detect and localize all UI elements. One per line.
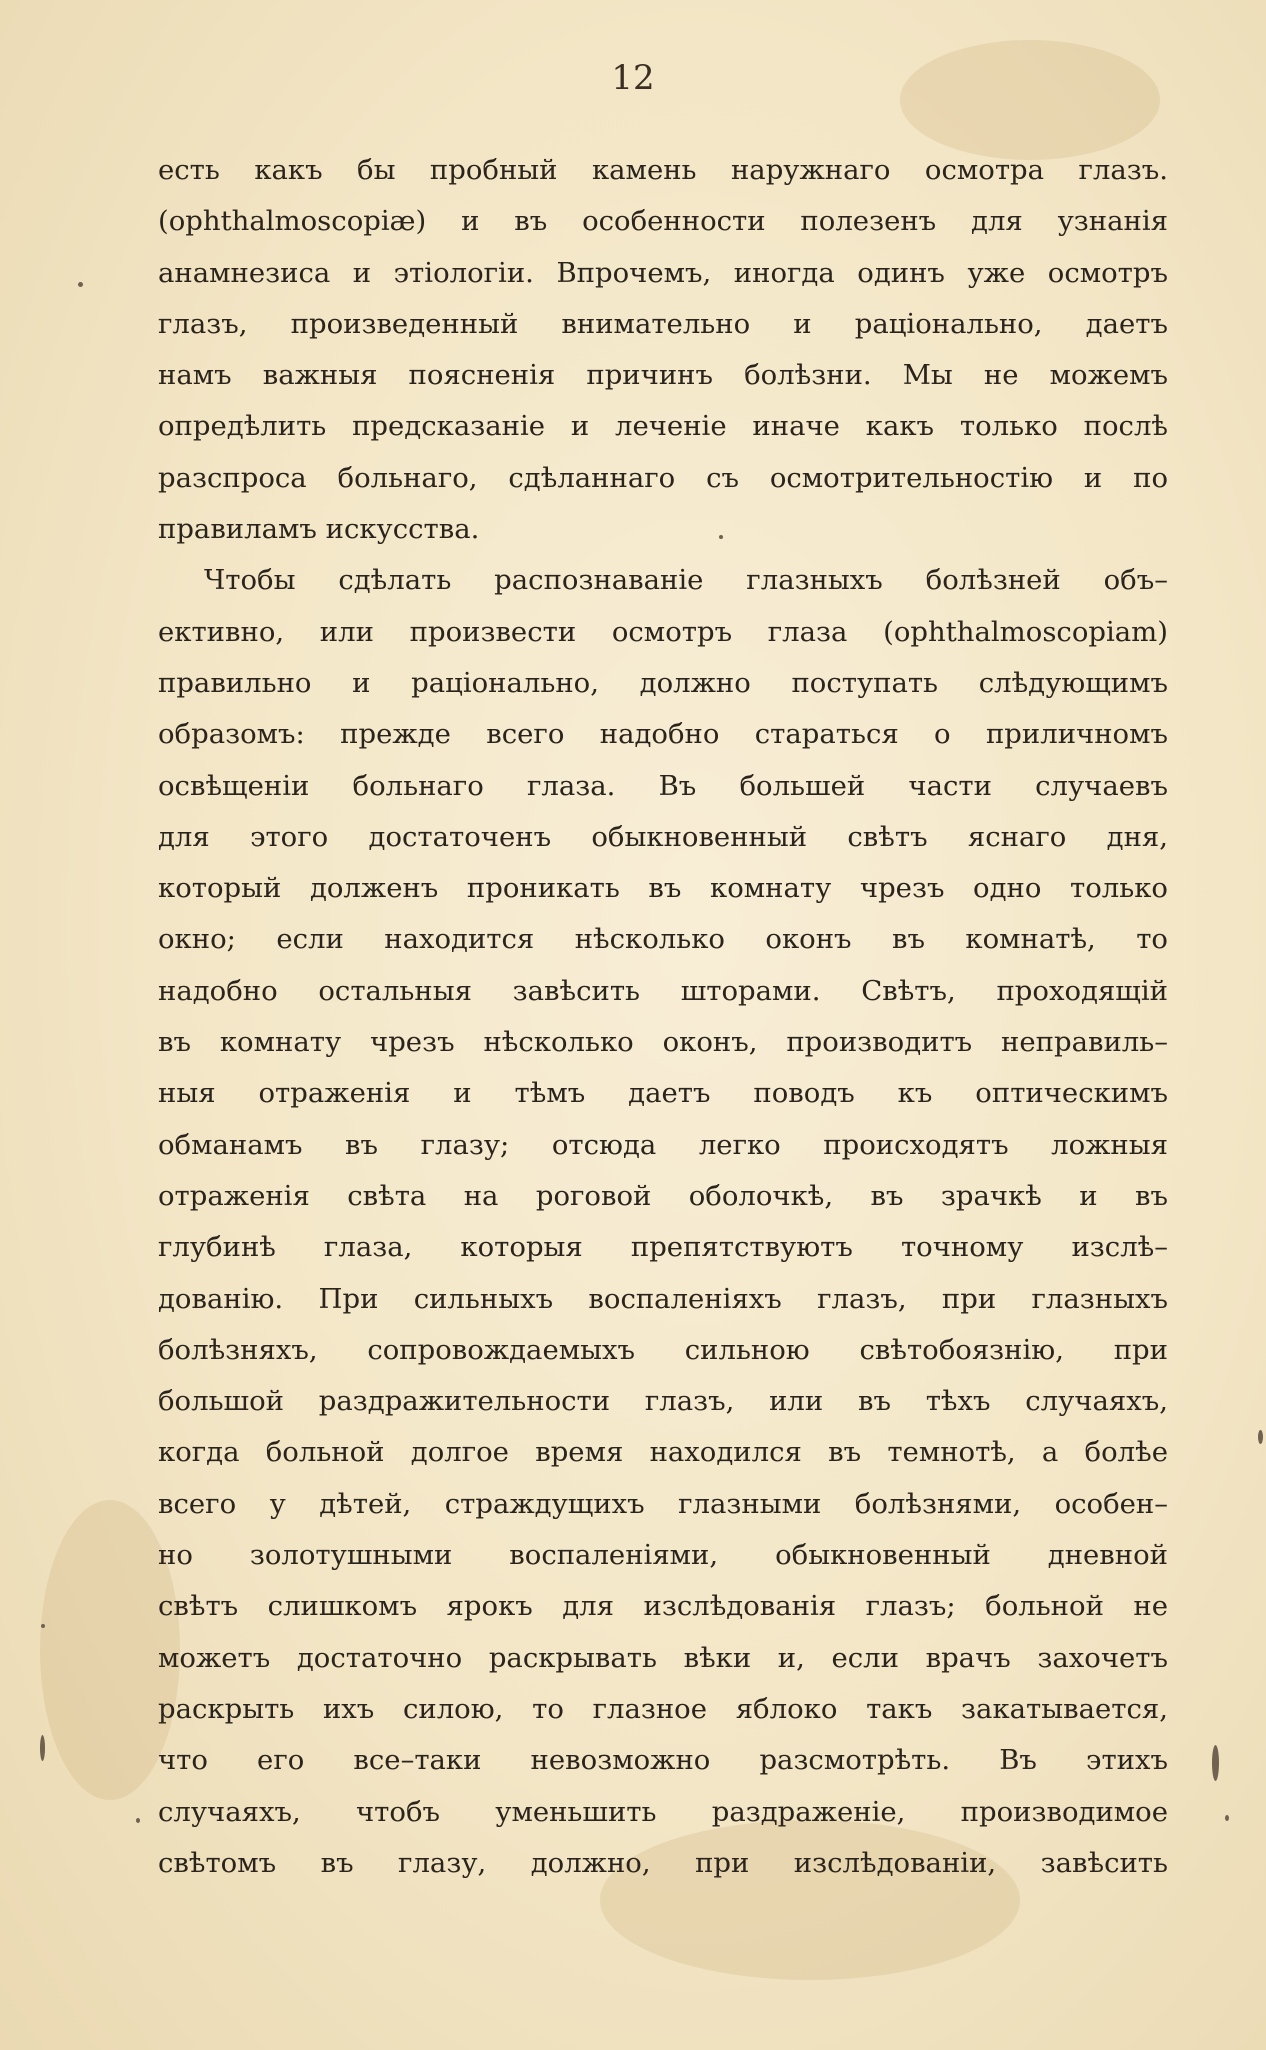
text-line: обманамъ въ глазу; отсюда легко происходятъ ложныя bbox=[158, 1128, 1168, 1161]
text-line: надобно остальныя завѣсить шторами. Свѣтъ, проходящій bbox=[158, 974, 1168, 1007]
text-line: въ комнату чрезъ нѣсколько оконъ, производитъ неправиль– bbox=[158, 1026, 1168, 1059]
ink-speck bbox=[78, 282, 83, 287]
text-line: большой раздражительности глазъ, или въ тѣхъ случаяхъ, bbox=[158, 1385, 1168, 1418]
text-line: ныя отраженія и тѣмъ даетъ поводъ къ оптическимъ bbox=[158, 1077, 1168, 1110]
text-line: глазъ, произведенный внимательно и раціонально, даетъ bbox=[158, 307, 1168, 340]
text-line: но золотушными воспаленіями, обыкновенный дневной bbox=[158, 1539, 1168, 1572]
ink-speck bbox=[41, 1624, 45, 1628]
text-line: болѣзняхъ, сопровождаемыхъ сильною свѣтобоязнію, при bbox=[158, 1333, 1168, 1366]
text-line: освѣщеніи больнаго глаза. Въ большей части случаевъ bbox=[158, 769, 1168, 802]
text-line: окно; если находится нѣсколько оконъ въ комнатѣ, то bbox=[158, 923, 1168, 956]
text-line: свѣтъ слишкомъ ярокъ для изслѣдованія глазъ; больной не bbox=[158, 1590, 1168, 1623]
text-line: разспроса больнаго, сдѣланнаго съ осмотрительностію и по bbox=[158, 461, 1168, 494]
text-line: намъ важныя поясненія причинъ болѣзни. Мы не можемъ bbox=[158, 359, 1168, 392]
text-line: раскрыть ихъ силою, то глазное яблоко такъ закатывается, bbox=[158, 1692, 1168, 1725]
ink-speck bbox=[719, 535, 723, 539]
text-line: который долженъ проникать въ комнату чрезъ одно только bbox=[158, 872, 1168, 905]
ink-speck bbox=[1225, 1815, 1229, 1821]
text-line: (ophthalmoscopiæ) и въ особенности полезенъ для узнанія bbox=[158, 205, 1168, 238]
text-line: свѣтомъ въ глазу, должно, при изслѣдованіи, завѣсить bbox=[158, 1846, 1168, 1879]
text-line: случаяхъ, чтобъ уменьшить раздраженіе, производимое bbox=[158, 1795, 1168, 1828]
paragraph-first-line: Чтобы сдѣлать распознаваніе глазныхъ болѣзней объ– bbox=[204, 564, 1168, 597]
text-line: глубинѣ глаза, которыя препятствуютъ точному изслѣ– bbox=[158, 1231, 1168, 1264]
text-line: всего у дѣтей, страждущихъ глазными болѣзнями, особен– bbox=[158, 1487, 1168, 1520]
ink-speck bbox=[1258, 1430, 1263, 1444]
body-text bbox=[158, 145, 1168, 1889]
text-line: когда больной долгое время находился въ темнотѣ, а болѣе bbox=[158, 1436, 1168, 1469]
text-line: ективно, или произвести осмотръ глаза (ophthalmoscopiam) bbox=[158, 615, 1168, 648]
text-line: правильно и раціонально, должно поступать слѣдующимъ bbox=[158, 666, 1168, 699]
text-line: есть какъ бы пробный камень наружнаго осмотра глазъ. bbox=[158, 154, 1168, 186]
ink-speck bbox=[40, 1735, 45, 1761]
text-line: отраженія свѣта на роговой оболочкѣ, въ зрачкѣ и въ bbox=[158, 1179, 1168, 1212]
text-line: дованію. При сильныхъ воспаленіяхъ глазъ, при глазныхъ bbox=[158, 1282, 1168, 1315]
page-number: 12 bbox=[611, 58, 655, 98]
text-line: образомъ: прежде всего надобно стараться о приличномъ bbox=[158, 718, 1168, 751]
text-line: анамнезиса и этіологіи. Впрочемъ, иногда одинъ уже осмотръ bbox=[158, 256, 1168, 289]
ink-speck bbox=[1212, 1745, 1219, 1781]
text-line: для этого достаточенъ обыкновенный свѣтъ яснаго дня, bbox=[158, 820, 1168, 853]
text-line: опредѣлить предсказаніе и леченіе иначе какъ только послѣ bbox=[158, 410, 1168, 443]
text-line: что его все–таки невозможно разсмотрѣть. Въ этихъ bbox=[158, 1744, 1168, 1777]
text-line: можетъ достаточно раскрывать вѣки и, если врачъ захочетъ bbox=[158, 1641, 1168, 1674]
ink-speck bbox=[136, 1818, 140, 1823]
text-line: правиламъ искусства. bbox=[158, 513, 480, 546]
